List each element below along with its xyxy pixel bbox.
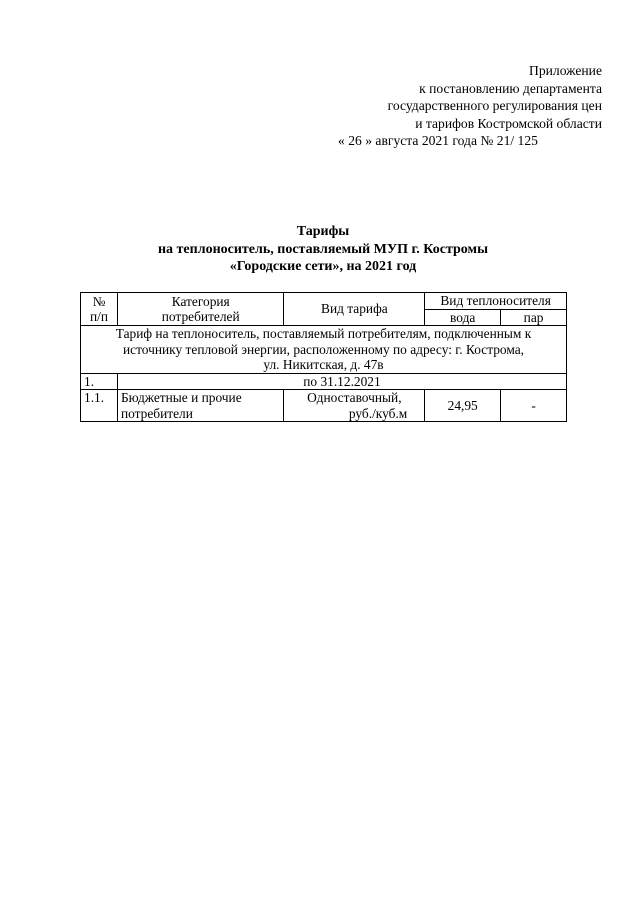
document-title	[80, 223, 566, 276]
section-line-3: ул. Никитская, д. 47в	[263, 357, 384, 372]
row-steam-value: -	[501, 390, 567, 422]
section-cell	[81, 326, 567, 374]
table-header-row-1	[81, 293, 567, 310]
row-category-cell	[117, 390, 284, 422]
period-num: 1.	[81, 373, 118, 390]
header-heat-carrier: Вид теплоносителя	[425, 293, 567, 310]
row-category-line-1: Бюджетные и прочие	[120, 390, 242, 405]
header-steam: пар	[501, 309, 567, 326]
table-section-row	[81, 326, 567, 374]
appendix-date-line: « 26 » августа 2021 года № 21/ 125	[338, 133, 538, 148]
row-tariff-type-cell	[284, 390, 425, 422]
section-line-2: источнику тепловой энергии, расположенному по адресу: г. Кострома,	[122, 341, 525, 357]
section-line-1: Тариф на теплоноситель, поставляемый потребителям, подключенным к	[115, 326, 532, 341]
table-row	[81, 390, 567, 422]
header-category-line-2: потребителей	[161, 309, 240, 324]
row-tariff-type-line-2: руб./куб.м	[348, 405, 408, 421]
appendix-line-1: Приложение	[529, 63, 602, 78]
appendix-header	[282, 62, 602, 150]
row-water-value: 24,95	[425, 390, 501, 422]
period-label: по 31.12.2021	[117, 373, 566, 390]
appendix-line-2: к постановлению департамента	[419, 80, 602, 96]
header-num-cell	[81, 293, 118, 326]
header-category-cell	[117, 293, 284, 326]
header-tariff-type: Вид тарифа	[284, 293, 425, 326]
row-num: 1.1.	[81, 390, 118, 422]
appendix-line-3: государственного регулирования цен	[387, 98, 602, 113]
title-line-1: Тарифы	[296, 224, 350, 239]
tariff-table	[80, 292, 567, 422]
header-water: вода	[425, 309, 501, 326]
row-tariff-type-line-1: Одноставочный,	[307, 390, 402, 405]
title-line-2: на теплоноситель, поставляемый МУП г. Костромы	[157, 241, 488, 257]
header-num-line-2: п/п	[89, 309, 108, 324]
header-category-line-1: Категория	[171, 293, 230, 309]
row-category-line-2: потребители	[120, 405, 193, 421]
header-num-line-1: №	[92, 293, 106, 309]
title-line-3: «Городские сети», на 2021 год	[229, 259, 417, 274]
table-period-row	[81, 373, 567, 390]
appendix-line-4: и тарифов Костромской области	[415, 115, 602, 131]
